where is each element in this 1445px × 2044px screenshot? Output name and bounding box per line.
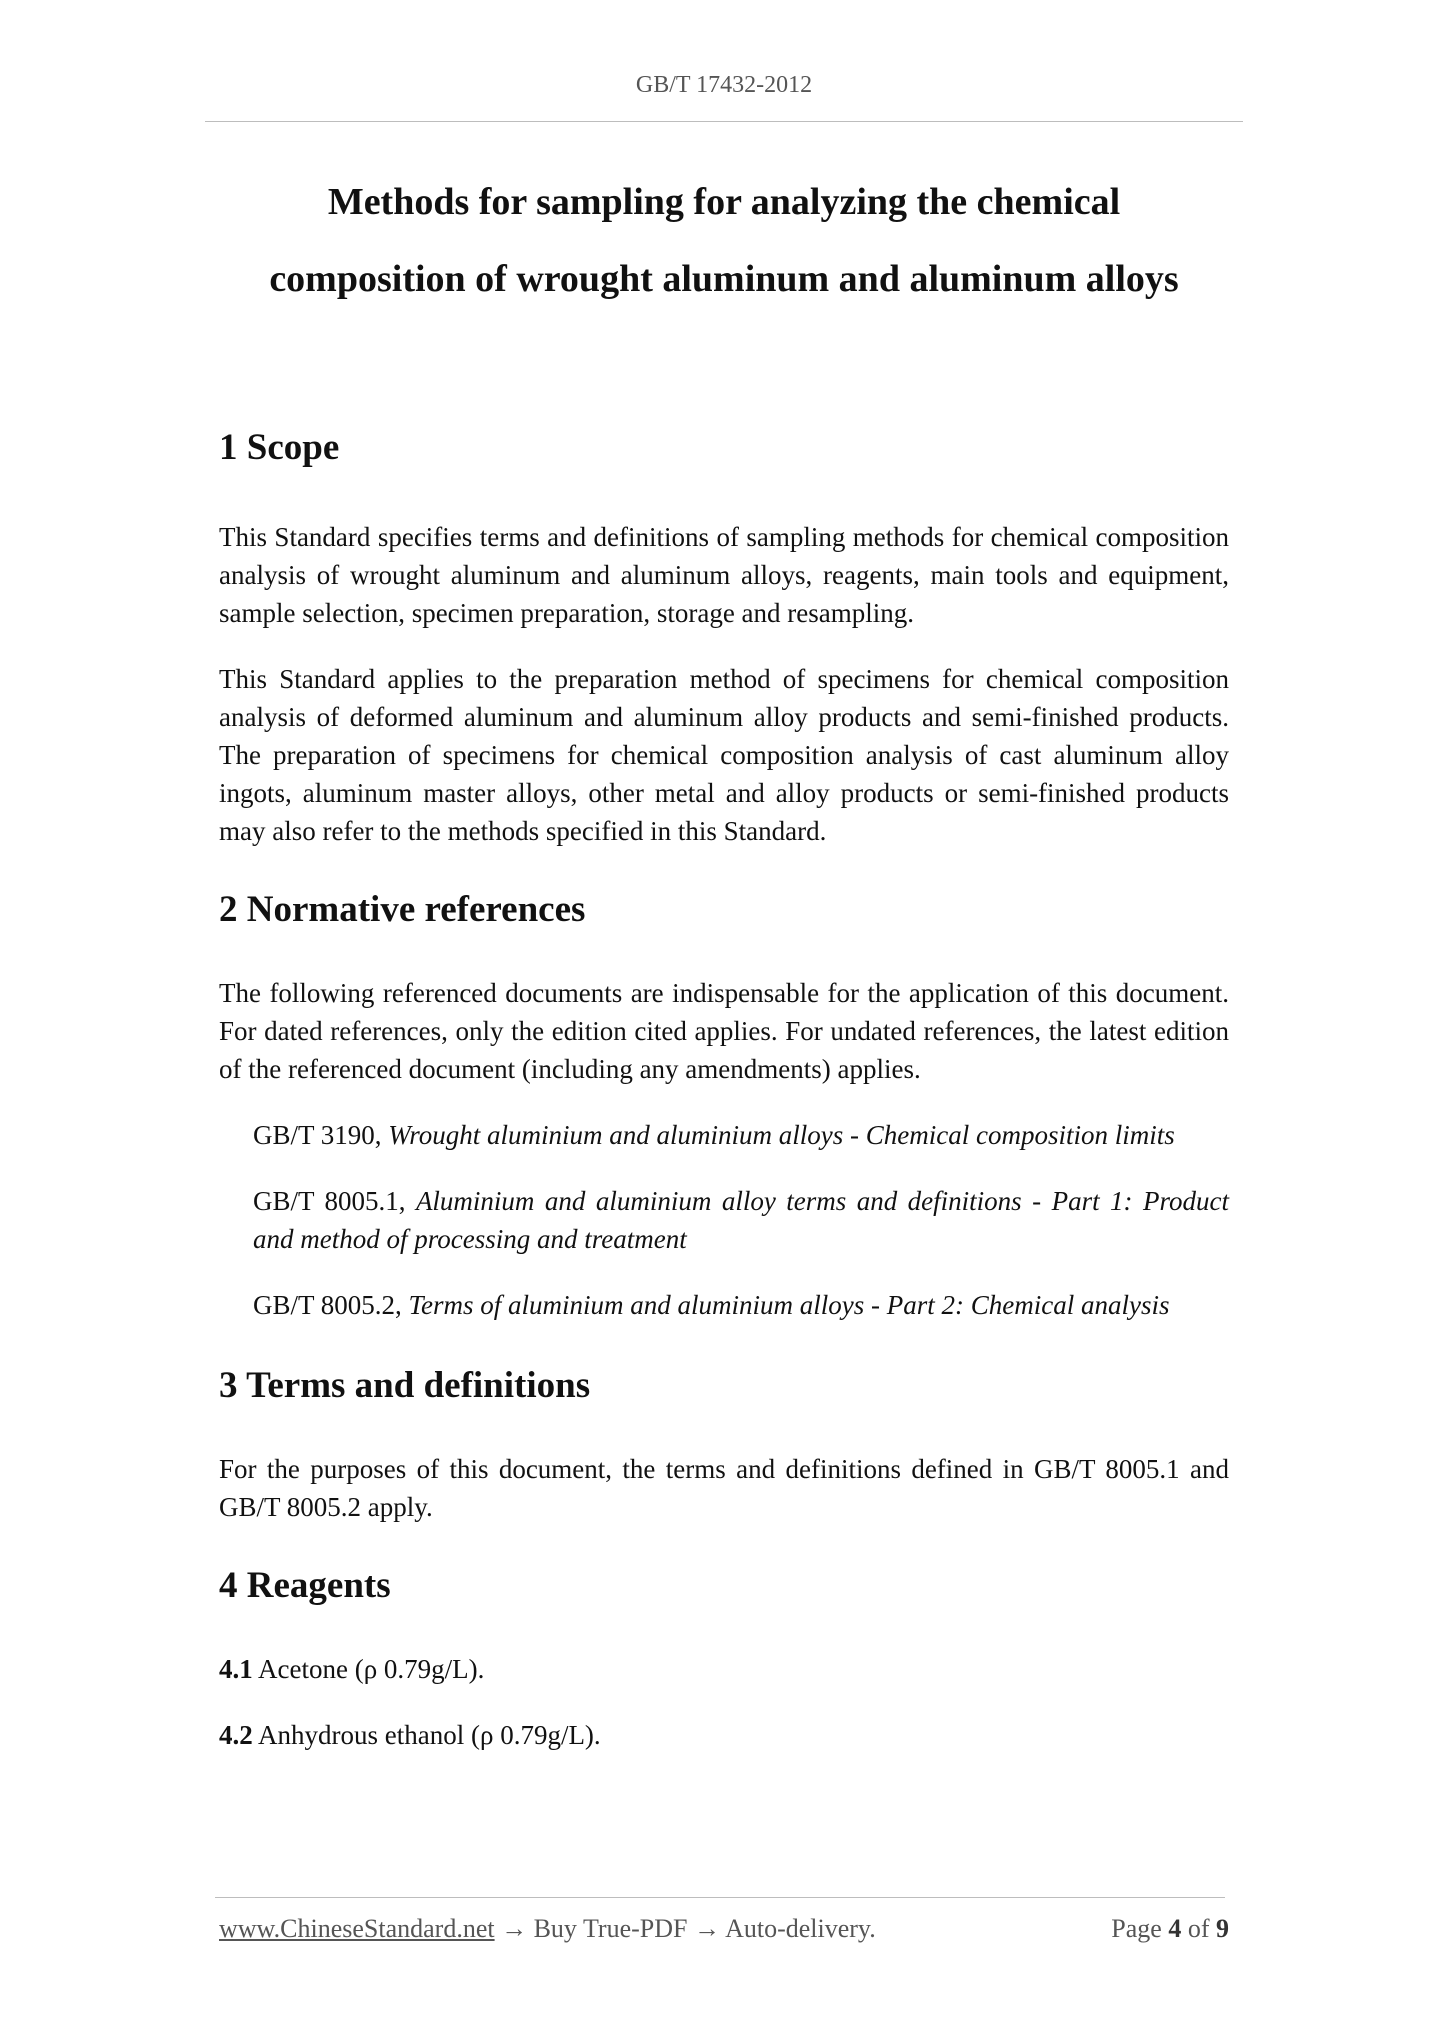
footer-divider — [215, 1897, 1225, 1898]
page-number: 4 — [1168, 1914, 1182, 1943]
auto-delivery-text: Auto-delivery. — [725, 1914, 876, 1943]
document-body — [219, 424, 1229, 1754]
title-line-1: Methods for sampling for analyzing the chemical — [327, 181, 1121, 223]
page-footer — [219, 1914, 1229, 1944]
reagent-text: Acetone (ρ 0.79g/L). — [252, 1654, 485, 1684]
reference-item — [253, 1286, 1229, 1324]
arrow-icon: → — [687, 1914, 726, 1943]
section-heading-normative-references: 2 Normative references — [219, 889, 586, 930]
scope-paragraph-1: This Standard specifies terms and definitions of sampling methods for chemical composition analysis of wrought aluminum and aluminum alloys, reagents, main tools and equipment, sample selection, specimen preparation, storage and resampling. — [219, 522, 1229, 628]
website-link[interactable]: www.ChineseStandard.net — [219, 1914, 495, 1943]
terms-paragraph: For the purposes of this document, the terms and definitions defined in GB/T 8005.1 and GB/T 8005.2 apply. — [219, 1454, 1229, 1522]
reference-title: Terms of aluminium and aluminium alloys - Part 2: Chemical analysis — [408, 1290, 1170, 1320]
reagent-item — [219, 1716, 1229, 1754]
reagent-text: Anhydrous ethanol (ρ 0.79g/L). — [252, 1720, 601, 1750]
section-heading-terms-definitions: 3 Terms and definitions — [219, 1365, 591, 1406]
normative-intro-paragraph: The following referenced documents are indispensable for the application of this document. For dated references, only the edition cited applies. For undated references, the latest edition of the referenced document (including any amendments) applies. — [219, 978, 1229, 1084]
reference-title: Aluminium and aluminium alloy terms and definitions - Part 1: Product and method of processing and treatment — [253, 1186, 1229, 1254]
arrow-icon: → — [494, 1914, 534, 1943]
page-indicator — [1111, 1914, 1229, 1944]
buy-pdf-text: Buy True-PDF — [533, 1914, 688, 1943]
document-title — [205, 164, 1243, 318]
reference-code: GB/T 8005.1, — [253, 1186, 416, 1216]
reference-item — [253, 1116, 1229, 1154]
section-heading-scope: 1 Scope — [219, 427, 340, 468]
scope-paragraph-2: This Standard applies to the preparation method of specimens for chemical composition analysis of deformed aluminum and aluminum alloy products and semi-finished products. The preparation of specimens for chemical composition analysis of cast aluminum alloy ingots, aluminum master alloys, other metal and alloy products or semi-finished products may also refer to the methods specified in this Standard. — [219, 664, 1229, 846]
page-label: Page — [1111, 1914, 1169, 1943]
page-total: 9 — [1216, 1914, 1229, 1943]
title-line-2: composition of wrought aluminum and aluminum alloys — [269, 258, 1179, 300]
reagent-number: 4.1 — [219, 1654, 253, 1684]
page-of-label: of — [1181, 1914, 1216, 1943]
reagent-item — [219, 1650, 1229, 1688]
reference-title: Wrought aluminium and aluminium alloys - Chemical composition limits — [388, 1120, 1175, 1150]
reference-code: GB/T 3190, — [253, 1120, 389, 1150]
reagent-number: 4.2 — [219, 1720, 253, 1750]
reference-code: GB/T 8005.2, — [253, 1290, 409, 1320]
reference-item — [253, 1182, 1229, 1258]
document-header-id: GB/T 17432-2012 — [635, 72, 813, 98]
section-heading-reagents: 4 Reagents — [219, 1565, 391, 1606]
header-divider — [205, 121, 1243, 122]
